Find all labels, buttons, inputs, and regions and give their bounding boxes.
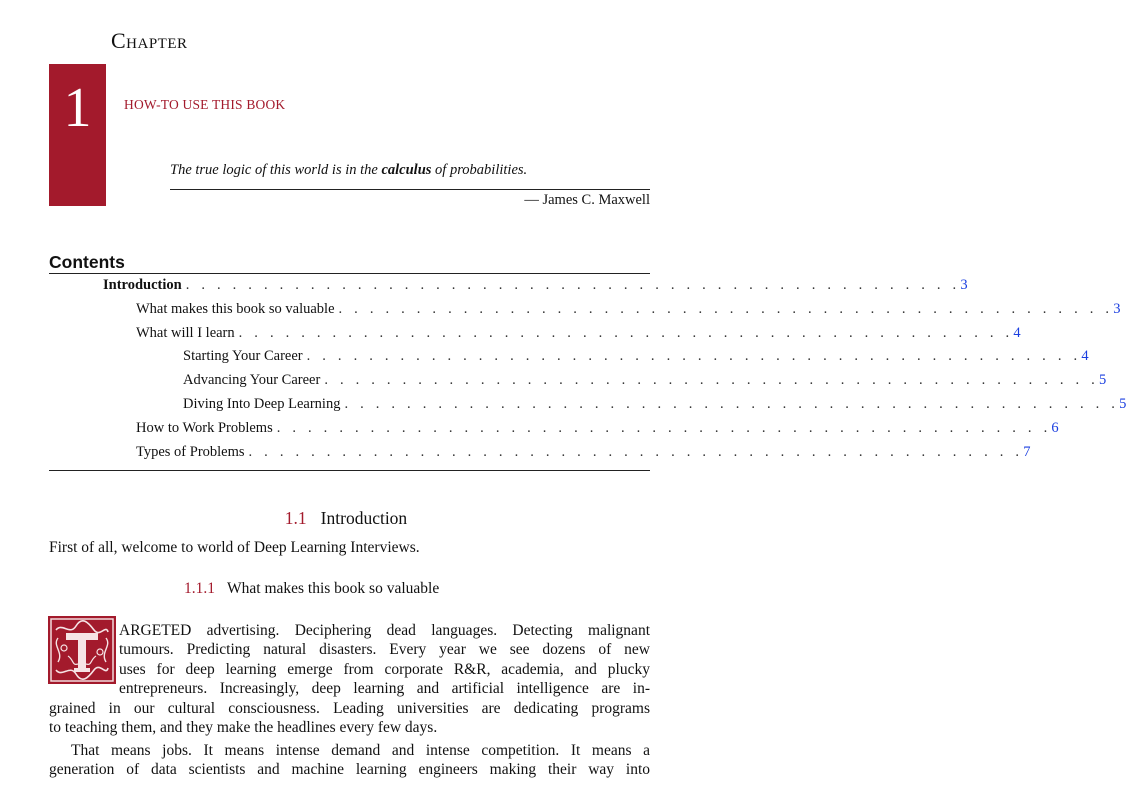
toc-entry-label: What makes this book so valuable: [136, 301, 335, 317]
toc-leader: . . . . . . . . . . . . . . . . . . . . . . . . . . . . . . . . . . . . . . . . . . . . . . . . . .: [338, 301, 1114, 317]
subsection-heading: [184, 580, 439, 598]
toc-entry[interactable]: [136, 325, 1021, 347]
paragraph-2: [49, 741, 650, 780]
toc-leader: . . . . . . . . . . . . . . . . . . . . . . . . . . . . . . . . . . . . . . . . . . . . . . . . . .: [185, 277, 961, 293]
toc-leader: . . . . . . . . . . . . . . . . . . . . . . . . . . . . . . . . . . . . . . . . . . . . . . . . . .: [324, 372, 1100, 388]
section-title: Introduction: [320, 508, 408, 528]
contents-rule-top: [49, 273, 650, 274]
toc-leader: . . . . . . . . . . . . . . . . . . . . . . . . . . . . . . . . . . . . . . . . . . . . . . . . . .: [238, 325, 1014, 341]
toc-entry-label: Types of Problems: [136, 444, 245, 460]
contents-rule-bottom: [49, 470, 650, 471]
toc-entry-page[interactable]: 4: [1013, 325, 1021, 341]
toc-leader: . . . . . . . . . . . . . . . . . . . . . . . . . . . . . . . . . . . . . . . . . . . . . . . . . .: [248, 444, 1024, 460]
paragraph-line: entrepreneurs. Increasingly, deep learning and artificial intelligence are in-: [119, 680, 650, 698]
toc-entry-page[interactable]: 3: [1113, 301, 1121, 317]
paragraph-line: to teaching them, and they make the headlines every few days.: [49, 719, 438, 737]
chapter-word: Chapter: [111, 28, 188, 53]
paragraph-line: ARGETED advertising. Deciphering dead languages. Detecting malignant: [119, 622, 650, 639]
chapter-title: HOW-TO USE THIS BOOK: [124, 97, 286, 112]
toc-entry-page[interactable]: 4: [1081, 348, 1089, 364]
epigraph-text-before: The true logic of this world is in the: [170, 162, 382, 178]
toc-entry-label: Starting Your Career: [183, 348, 303, 364]
subsection-title: What makes this book so valuable: [227, 580, 440, 597]
subsection-number: 1.1.1: [184, 580, 215, 597]
toc-entry-label: Advancing Your Career: [183, 372, 321, 388]
toc-entry[interactable]: [136, 420, 1059, 442]
paragraph-1: [49, 621, 650, 737]
paragraph-line: grained in our cultural consciousness. Leading universities are dedicating programs: [49, 699, 650, 717]
toc-entry-page[interactable]: 5: [1099, 372, 1107, 388]
toc-entry-label: Introduction: [103, 277, 182, 293]
toc-leader: . . . . . . . . . . . . . . . . . . . . . . . . . . . . . . . . . . . . . . . . . . . . . . . . . .: [306, 348, 1082, 364]
toc-entry-page[interactable]: 5: [1119, 396, 1126, 412]
epigraph-author: — James C. Maxwell: [524, 192, 650, 208]
paragraph-line: generation of data scientists and machine learning engineers making their way into: [49, 761, 650, 779]
toc-entry[interactable]: [183, 348, 1089, 370]
paragraph-line: tumours. Predicting natural disasters. Every year we see dozens of new: [119, 641, 650, 659]
contents-heading: Contents: [49, 252, 125, 272]
epigraph-quote: [170, 162, 527, 179]
toc-entry[interactable]: [183, 396, 1126, 418]
chapter-number: 1: [63, 77, 92, 139]
toc-entry[interactable]: [183, 372, 1107, 394]
epigraph-text-after: of probabilities.: [431, 162, 528, 178]
epigraph-text-bold: calculus: [381, 162, 432, 178]
toc-entry-label: How to Work Problems: [136, 420, 273, 436]
toc-entry-page[interactable]: 3: [960, 277, 968, 293]
section-heading: [0, 508, 692, 529]
toc-entry[interactable]: [136, 301, 1121, 323]
toc-entry[interactable]: [136, 444, 1031, 466]
toc-entry-label: Diving Into Deep Learning: [183, 396, 341, 412]
intro-paragraph: First of all, welcome to world of Deep Learning Interviews.: [49, 539, 420, 556]
toc-entry[interactable]: [103, 277, 968, 299]
toc-entry-page[interactable]: 6: [1051, 420, 1059, 436]
toc-entry-label: What will I learn: [136, 325, 235, 341]
toc-leader: . . . . . . . . . . . . . . . . . . . . . . . . . . . . . . . . . . . . . . . . . . . . . . . . . .: [344, 396, 1120, 412]
epigraph-rule: [170, 189, 650, 190]
paragraph-line: uses for deep learning emerge from corporate R&R, academia, and plucky: [119, 660, 650, 678]
paragraph-line: That means jobs. It means intense demand and intense competition. It means a: [71, 742, 650, 759]
toc-entry-page[interactable]: 7: [1023, 444, 1031, 460]
toc-leader: . . . . . . . . . . . . . . . . . . . . . . . . . . . . . . . . . . . . . . . . . . . . . . . . . .: [276, 420, 1052, 436]
section-number: 1.1: [284, 508, 307, 528]
